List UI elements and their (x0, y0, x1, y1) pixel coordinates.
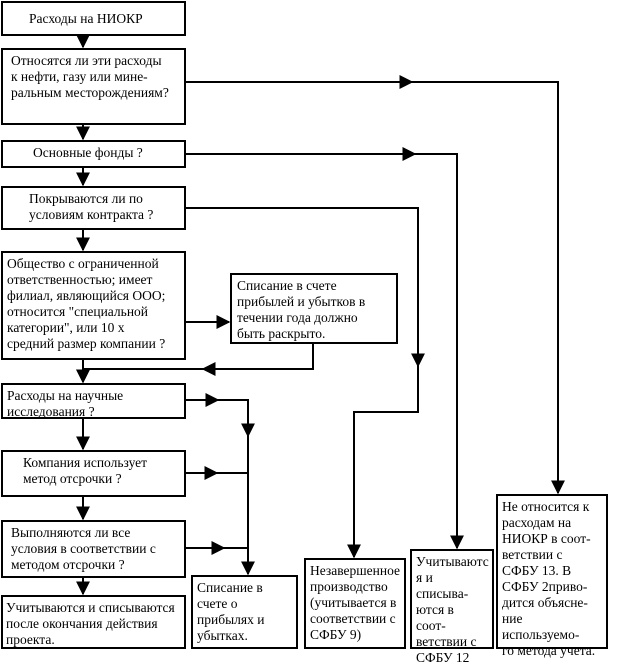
question-conditions-text: Выполняются ли все условия в соответствии с методом отсрочки ? (11, 525, 156, 572)
question-company (1, 251, 186, 360)
outcome-wip (304, 558, 406, 649)
question-research-text: Расходы на научные исследования ? (7, 388, 124, 419)
start-label: Расходы на НИОКР (29, 11, 143, 26)
question-contract-text: Покрываются ли по условиям контракта ? (29, 191, 154, 222)
outcome-writeoff-pl-text: Списание в счете о прибылях и убытках. (197, 580, 265, 643)
question-contract (1, 186, 186, 230)
outcome-after-project-text: Учитываются и списываются после окончания действия проекта. (6, 600, 175, 647)
question-oil-gas (1, 48, 186, 125)
note-writeoff-disclose (230, 273, 398, 344)
start-box (1, 1, 186, 36)
outcome-not-niokr-text: Не относится к расходам на НИОКР в соот- ветствии с СФБУ 13. В СФБУ 2приво- дится объясне- ние используемо- го метода учета. (502, 499, 596, 658)
question-fixed-assets (1, 140, 186, 168)
question-fixed-assets-text: Основные фонды ? (33, 145, 143, 160)
question-research (1, 383, 186, 419)
question-conditions (1, 520, 186, 578)
question-oil-gas-text: Относятся ли эти расходы к нефти, газу или мине- ральным месторождениям? (11, 53, 169, 100)
outcome-wip-text: Незавершенное производство (учитывается в соответствии с СФБУ 9) (310, 563, 401, 642)
outcome-sfbu12 (410, 549, 494, 665)
question-deferral (1, 450, 186, 497)
outcome-not-niokr (496, 494, 608, 658)
outcome-writeoff-pl (191, 575, 298, 649)
outcome-after-project (1, 595, 186, 649)
note-writeoff-disclose-text: Списание в счете прибылей и убытков в течении года должно быть раскрыто. (237, 278, 366, 341)
question-deferral-text: Компания использует метод отсрочки ? (23, 455, 148, 486)
outcome-sfbu12-text: Учитываютс я и списыва- ются в соот- ветствии с СФБУ 12 (416, 554, 489, 665)
question-company-text: Общество с ограниченной ответственностью; имеет филиал, являющийся ООО; относится "специальной категории", или 10 х средний размер компании ? (7, 256, 166, 351)
